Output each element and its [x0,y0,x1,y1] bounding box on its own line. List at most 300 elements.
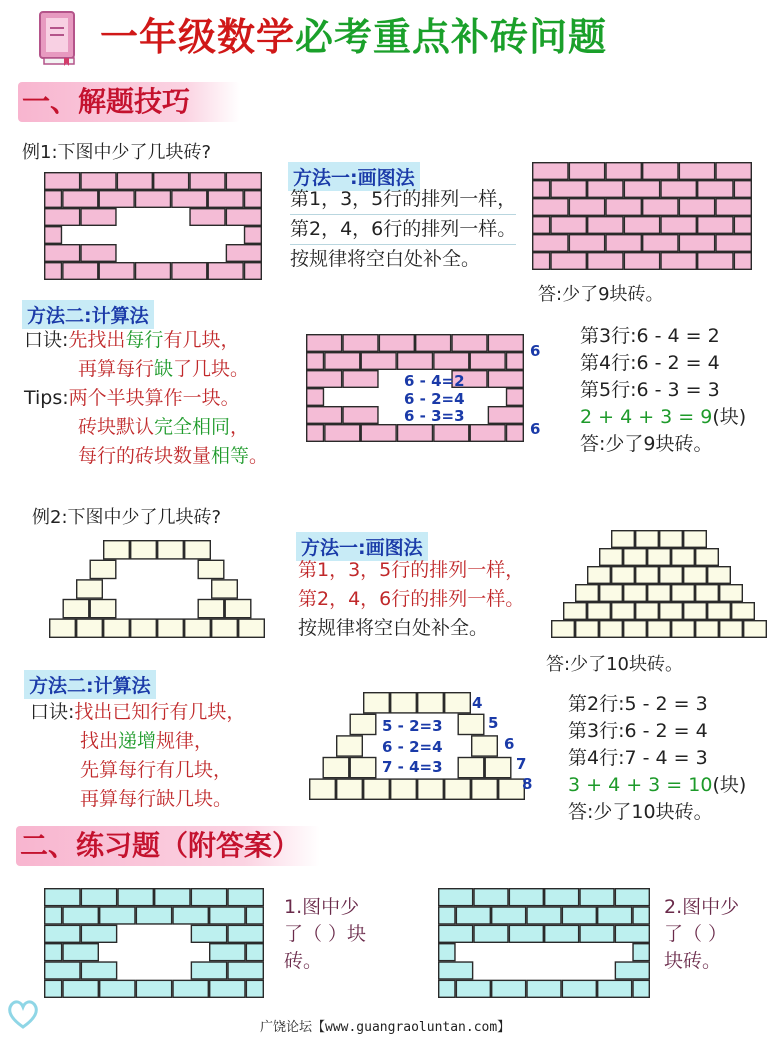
brick [661,217,696,234]
brick [245,191,262,208]
section-heading-techniques: 一、解题技巧 [18,82,240,122]
brick [190,209,225,226]
brick [350,758,376,778]
brick [343,335,378,352]
brick [226,209,261,226]
brick [136,191,171,208]
brick [173,907,208,924]
brick [533,235,568,252]
brick [684,603,707,620]
brick [158,541,184,559]
practice2-wall [438,888,650,998]
example2-pyramid-diagram [48,540,266,638]
brick [472,736,498,756]
brick [307,407,342,424]
brick [136,907,171,924]
brick [716,199,751,216]
brick [545,889,579,906]
brick [190,173,225,190]
brick [90,560,116,578]
brick [99,263,134,280]
brick [533,181,550,198]
brick [343,407,378,424]
brick [245,227,262,244]
brick [418,779,444,799]
brick [210,944,245,961]
brick [136,980,171,997]
brick [45,173,80,190]
q2-line-3: 块砖。 [664,950,722,972]
brick [239,619,265,637]
diagram-eq-3: 6 - 3=3 [404,407,465,425]
brick [564,603,587,620]
brick [569,235,604,252]
brick [439,889,473,906]
brick [684,531,707,548]
brick [551,253,586,270]
brick [643,235,678,252]
brick [612,603,635,620]
brick [445,779,471,799]
brick [100,980,135,997]
brick [391,779,417,799]
brick [350,714,376,734]
method1-step-1: 第1，3，5行的排列一样， [298,559,525,581]
brick [212,619,238,637]
brick [588,217,623,234]
brick [648,585,671,602]
brick [45,209,80,226]
example1-method1-steps [290,185,516,274]
brick [45,245,80,262]
brick [226,245,261,262]
brick [633,944,649,961]
brick [708,567,731,584]
brick [598,980,632,997]
brick [588,567,611,584]
example2-calculation [568,691,746,826]
brick [648,549,671,566]
rhyme-line-2: 再算每行缺了几块。 [78,358,250,380]
brick [398,353,433,370]
brick [131,541,157,559]
brick [418,693,444,713]
brick [672,549,695,566]
brick [45,191,62,208]
example2-method1-label: 方法一:画图法 [296,532,428,561]
brick [633,907,649,924]
brick [208,191,243,208]
brick [63,263,98,280]
brick [509,889,543,906]
brick [672,585,695,602]
brick [474,925,508,942]
practice-question-1 [284,894,366,975]
brick [624,549,647,566]
brick [307,335,342,352]
brick [63,907,98,924]
example2-question: 例2:下图中少了几块砖? [32,507,222,528]
brick [439,944,455,961]
brick [45,980,62,997]
footer-source: 广饶论坛【www.guangraoluntan.com】 [260,1020,511,1035]
brick [117,173,152,190]
diagram-count-top: 6 [530,342,541,360]
brick [734,253,751,270]
brick [716,235,751,252]
brick [172,263,207,280]
brick [45,907,62,924]
brick [716,163,751,180]
brick [720,585,743,602]
brick [104,619,130,637]
brick [660,567,683,584]
brick [696,621,719,638]
brick [228,925,263,942]
brick [77,580,103,598]
brick [45,263,62,280]
brick [698,253,733,270]
brick [77,619,103,637]
brick [364,779,390,799]
brick [456,907,490,924]
method1-step-3: 按规律将空白处补全。 [298,617,489,639]
brick [81,245,116,262]
brick [225,600,251,618]
brick [533,199,568,216]
q2-line-1: 2.图中少 [664,896,740,918]
brick [576,585,599,602]
brick [210,907,245,924]
rhyme-line-3: 先算每行有几块， [80,759,233,781]
brick [606,199,641,216]
row-count-6: 6 [504,735,515,753]
brick [198,600,224,618]
method1-step-2: 第2，4，6行的排列一样。 [298,588,525,610]
brick [679,163,714,180]
row-count-5: 5 [488,714,499,732]
brick [307,425,324,442]
brick [636,567,659,584]
brick [569,199,604,216]
brick [136,263,171,280]
brick [552,621,575,638]
brick [185,619,211,637]
example2-method1-steps [298,556,524,643]
brick [81,962,116,979]
brick [154,173,189,190]
brick [173,980,208,997]
q2-line-2: 了（ ） [664,923,728,945]
brick [720,621,743,638]
brick [245,263,262,280]
brick [588,603,611,620]
diagram-eq-2: 6 - 2=4 [382,738,443,756]
tips-line-1: Tips:两个半块算作一块。 [24,387,240,409]
example1-method1-label: 方法一:画图法 [288,162,420,191]
row-count-4: 4 [472,694,483,712]
brick [600,585,623,602]
row-count-7: 7 [516,755,527,773]
example2-method2-rhyme [30,698,245,814]
brick [624,585,647,602]
brick [246,944,263,961]
brick [598,907,632,924]
brick [734,217,751,234]
method1-step-2: 第2，4，6行的排列一样。 [290,215,516,245]
brick [439,962,473,979]
practice1-wall [44,888,264,998]
practice-question-2 [664,894,739,975]
brick [361,353,396,370]
brick [600,549,623,566]
brick [337,779,363,799]
brick [562,980,596,997]
brick [533,217,550,234]
brick [458,714,484,734]
brick [191,889,226,906]
example2-completed-pyramid [550,530,768,638]
brick [472,779,498,799]
brick [615,925,649,942]
brick [636,603,659,620]
brick [545,925,579,942]
brick [416,335,451,352]
rhyme-line-1: 口诀:找出已知行有几块， [30,701,246,723]
brick [185,541,211,559]
brick-wall [533,163,752,270]
brick [81,889,116,906]
brick [624,181,659,198]
brick [155,889,190,906]
brick [45,889,80,906]
brick [361,425,396,442]
brick [325,425,360,442]
brick [551,181,586,198]
brick [580,925,614,942]
calc-row-1: 第3行:6 - 4 = 2 [580,325,720,347]
brick [439,907,455,924]
brick [45,962,80,979]
brick [343,371,378,388]
brick [576,621,599,638]
brick [698,217,733,234]
brick [439,980,455,997]
tips-line-3: 每行的砖块数量相等。 [78,445,269,467]
brick [660,603,683,620]
brick [212,580,238,598]
brick [672,621,695,638]
brick [562,907,596,924]
brick [81,209,116,226]
brick [158,619,184,637]
example2-method2-label: 方法二:计算法 [24,670,156,699]
calc-answer: 答:少了9块砖。 [580,433,713,455]
brick [660,531,683,548]
brick [633,980,649,997]
brick [624,253,659,270]
calc-answer: 答:少了10块砖。 [568,801,713,823]
brick [533,253,550,270]
tips-line-2: 砖块默认完全相同， [78,416,250,438]
brick [50,619,76,637]
brick [684,567,707,584]
brick [307,389,324,406]
calc-row-1: 第2行:5 - 2 = 3 [568,693,708,715]
brick [452,335,487,352]
example1-question: 例1:下图中少了几块砖? [22,142,212,163]
brick [696,585,719,602]
diagram-eq-3: 7 - 4=3 [382,758,443,776]
brick [606,163,641,180]
brick [580,889,614,906]
brick [81,173,116,190]
brick [533,163,568,180]
brick [569,163,604,180]
brick [606,235,641,252]
brick [696,549,719,566]
brick [588,181,623,198]
page-title: 一年级数学必考重点补砖问题 [100,15,608,59]
brick [679,199,714,216]
calc-row-3: 第5行:6 - 3 = 3 [580,379,720,401]
method1-step-1: 第1，3，5行的排列一样， [290,185,516,215]
brick [661,181,696,198]
brick [732,603,755,620]
brick [470,425,505,442]
brick [81,925,116,942]
brick [307,353,324,370]
brick [90,600,116,618]
brick [643,163,678,180]
brick [551,217,586,234]
brick [191,925,226,942]
brick [488,335,523,352]
calc-sum: 3 + 4 + 3 = 10(块) [568,774,747,796]
brick-wall [45,173,262,280]
brick [588,253,623,270]
brick [246,907,263,924]
example1-calculation [580,323,746,458]
brick [246,980,263,997]
brick [492,980,526,997]
brick-pyramid [552,531,767,638]
method1-step-3: 按规律将空白处补全。 [290,248,481,270]
brick [615,889,649,906]
diagram-eq-1: 5 - 2=3 [382,717,443,735]
brick [744,621,767,638]
brick [228,889,263,906]
brick [527,980,561,997]
brick [391,693,417,713]
example2-answer: 答:少了10块砖。 [546,654,683,675]
brick [458,758,484,778]
diagram-eq-2: 6 - 2=4 [404,390,465,408]
brick [228,962,263,979]
calc-row-2: 第3行:6 - 2 = 4 [568,720,708,742]
brick [379,335,414,352]
brick [63,191,98,208]
brick [118,889,153,906]
brick [474,889,508,906]
brick [99,191,134,208]
brick-wall [439,889,650,998]
brick [661,253,696,270]
brick [104,541,130,559]
book-icon [38,10,78,66]
brick [507,425,524,442]
brick [507,353,524,370]
section-heading-practice: 二、练习题（附答案） [16,826,320,866]
brick [679,235,714,252]
rhyme-line-1: 口诀:先找出每行有几块， [24,329,240,351]
brick [509,925,543,942]
brick [364,693,390,713]
brick [198,560,224,578]
brick [612,531,635,548]
calc-row-2: 第4行:6 - 2 = 4 [580,352,720,374]
example1-completed-wall [532,162,752,270]
brick [615,962,649,979]
row-count-8: 8 [522,775,533,793]
brick [456,980,490,997]
brick-wall [45,889,264,998]
q1-line-3: 砖。 [284,950,323,972]
brick [636,531,659,548]
brick [63,600,89,618]
brick [612,567,635,584]
example1-method2-label: 方法二:计算法 [22,300,154,329]
diagram-eq-1: 6 - 4=2 [404,372,465,390]
brick [310,779,336,799]
brick [445,693,471,713]
brick [337,736,363,756]
brick [527,907,561,924]
rhyme-line-2: 找出递增规律， [80,730,214,752]
brick [45,925,80,942]
brick [63,944,98,961]
brick [45,227,62,244]
brick [131,619,157,637]
brick [470,353,505,370]
brick [398,425,433,442]
brick [499,779,525,799]
brick [734,181,751,198]
brick [323,758,349,778]
brick [434,425,469,442]
brick [624,621,647,638]
brick [172,191,207,208]
example1-wall-diagram [44,172,262,280]
brick [488,407,523,424]
example1-answer: 答:少了9块砖。 [538,284,664,305]
brick [325,353,360,370]
brick [492,907,526,924]
brick [307,371,342,388]
brick [434,353,469,370]
brick [226,173,261,190]
diagram-count-bottom: 6 [530,420,541,438]
rhyme-line-4: 再算每行缺几块。 [80,788,233,810]
heart-icon [4,994,42,1032]
brick [191,962,226,979]
brick [488,371,523,388]
brick [63,980,98,997]
brick [698,181,733,198]
brick [208,263,243,280]
q1-line-1: 1.图中少 [284,896,360,918]
brick [485,758,511,778]
